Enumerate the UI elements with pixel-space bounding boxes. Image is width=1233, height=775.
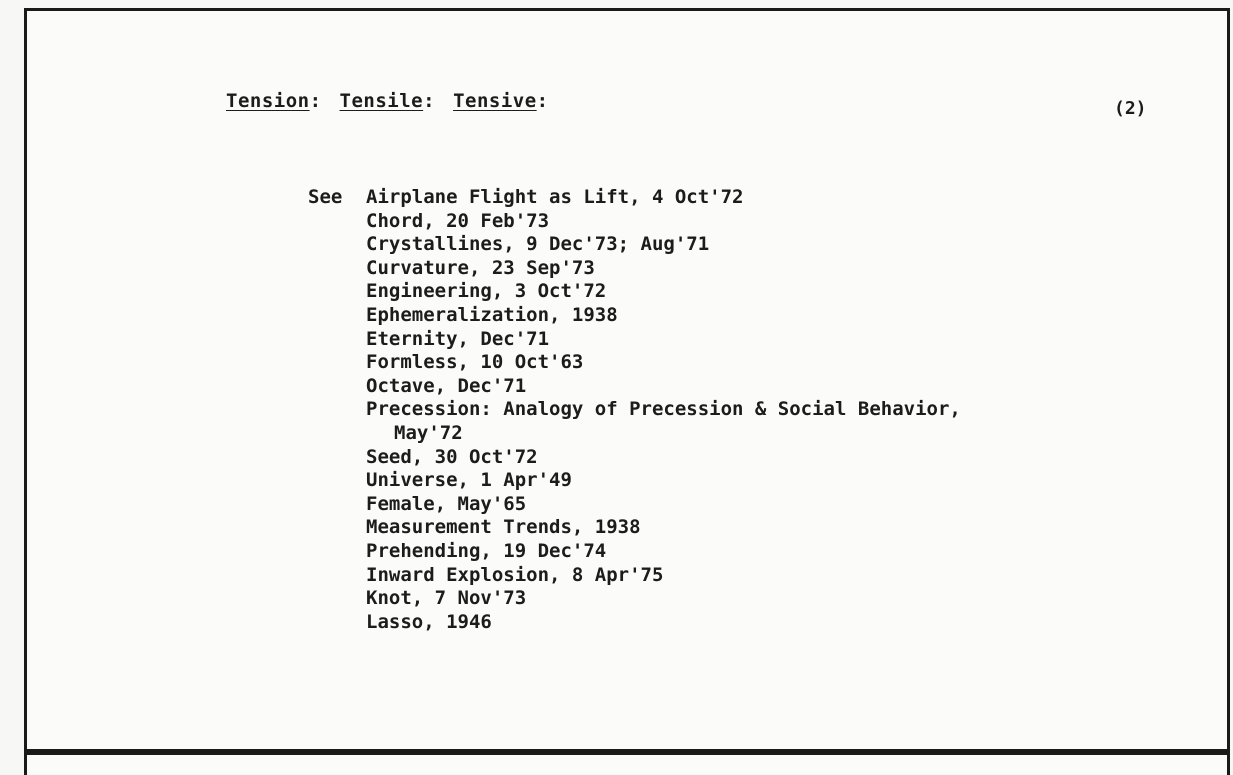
list-item: Precession: Analogy of Precession & Social Behavior, bbox=[366, 398, 961, 421]
list-item: Eternity, Dec'71 bbox=[366, 327, 550, 350]
header-topic-tension: Tension bbox=[226, 90, 310, 112]
list-item: Octave, Dec'71 bbox=[366, 374, 527, 397]
card-number: (2) bbox=[1114, 98, 1147, 119]
see-label: See bbox=[308, 186, 343, 208]
list-item: Crystallines, 9 Dec'73; Aug'71 bbox=[366, 233, 710, 256]
list-item: Engineering, 3 Oct'72 bbox=[366, 280, 607, 303]
header-separator: : bbox=[309, 90, 322, 112]
list-item: Measurement Trends, 1938 bbox=[366, 516, 641, 539]
header-topic-tensile: Tensile bbox=[339, 90, 424, 112]
header-separator: : bbox=[423, 90, 436, 112]
list-item: Universe, 1 Apr'49 bbox=[366, 469, 572, 492]
list-item: Inward Explosion, 8 Apr'75 bbox=[366, 563, 664, 586]
list-item: Chord, 20 Feb'73 bbox=[366, 209, 550, 232]
list-item: Seed, 30 Oct'72 bbox=[366, 445, 538, 468]
list-item: Curvature, 23 Sep'73 bbox=[366, 256, 595, 279]
list-item: Lasso, 1946 bbox=[366, 610, 492, 633]
cross-reference-list bbox=[366, 186, 961, 634]
list-item: Airplane Flight as Lift, 4 Oct'72 bbox=[366, 186, 744, 208]
list-item-continuation: May'72 bbox=[394, 421, 463, 444]
list-item: Prehending, 19 Dec'74 bbox=[366, 539, 607, 562]
next-card-edge bbox=[24, 752, 1230, 775]
list-item: Formless, 10 Oct'63 bbox=[366, 351, 584, 374]
list-item: Female, May'65 bbox=[366, 492, 527, 515]
header-separator: : bbox=[536, 90, 549, 112]
header-topic-tensive: Tensive bbox=[453, 90, 537, 112]
list-item: Ephemeralization, 1938 bbox=[366, 303, 618, 326]
card-header bbox=[226, 90, 549, 112]
list-item: Knot, 7 Nov'73 bbox=[366, 587, 527, 610]
